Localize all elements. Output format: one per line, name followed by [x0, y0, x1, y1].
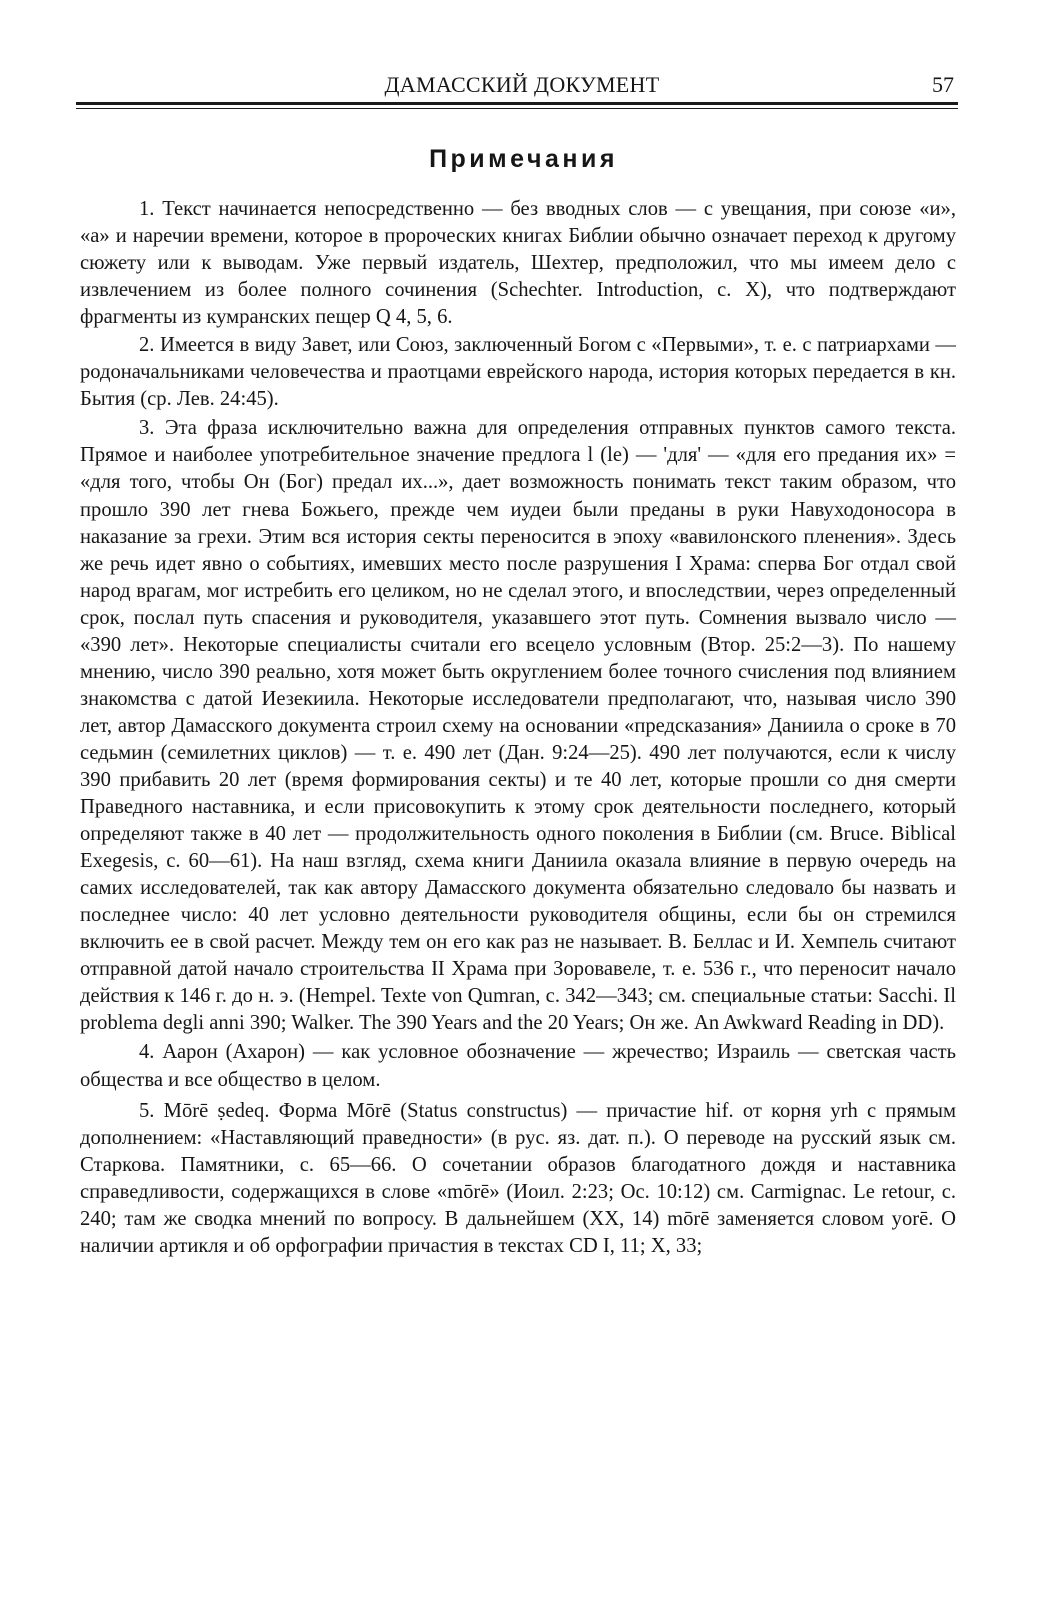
header-rule-thick	[76, 102, 958, 105]
note-1: 1. Текст начинается непосредственно — без вводных слов — с увещания, при союзе «и», «а» и наречии времени, которое в пророческих книгах Библии обычно означает переход к другому сюжету или к выводам. Уже первый издатель, Шехтер, предположил, что мы имеем дело с извлечением из более полного сочинения (Schechter. Introduction, с. X), что подтверждают фрагменты из кумранских пещер Q 4, 5, 6.	[80, 198, 956, 329]
header-rule-thin	[76, 108, 958, 109]
section-title: Примечания	[429, 145, 618, 173]
note-2: 2. Имеется в виду Завет, или Союз, заключенный Богом с «Первыми», т. е. с патриархами — родоначальниками человечества и праотцами еврейского народа, история которых передается в кн. Бытия (ср. Лев. 24:45).	[80, 334, 956, 411]
note-5: 5. Mōrē ṣedeq. Форма Mōrē (Status constructus) — причастие hif. от корня yrh с прямым дополнением: «Наставляющий праведности» (в рус. яз. дат. п.). О переводе на русский язык см. Старкова. Памятники, с. 65—66. О сочетании образов благодатного дождя и наставника справедливости, содержащихся в слове «mōrē» (Иоил. 2:23; Ос. 10:12) см. Carmignac. Le retour, с. 240; там же сводка мнений по вопросу. В дальнейшем (XX, 14) mōrē заменяется словом yorē. О наличии артикля и об орфографии причастия в текстах CD I, 11; X, 33;	[80, 1099, 956, 1257]
note-4: 4. Аарон (Ахарон) — как условное обозначение — жречество; Израиль — светская часть общества и все общество в целом.	[80, 1041, 956, 1091]
notes-body	[80, 196, 956, 1260]
page-number: 57	[932, 72, 954, 97]
running-head	[88, 72, 956, 100]
running-head-title: ДАМАССКИЙ ДОКУМЕНТ	[384, 72, 660, 97]
note-3: 3. Эта фраза исключительно важна для определения отправных пунктов самого текста. Прямое и наиболее употребительное значение предлога l (le) — 'для' — «для его предания их» = «для того, чтобы Он (Бог) предал их...», дает возможность понимать текст таким образом, что прошло 390 лет гнева Божьего, прежде чем иудеи были преданы в руки Навуходоносора в наказание за грехи. Этим вся история секты переносится в эпоху «вавилонского пленения». Здесь же речь идет явно о событиях, имевших место после разрушения I Храма: сперва Бог отдал свой народ врагам, мог истребить его целиком, но не сделал этого, и впоследствии, через определенный срок, послал путь спасения и руководителя, указавшего этот путь. Сомнения вызвало число — «390 лет». Некоторые специалисты считали его всецело условным (Втор. 25:2—3). По нашему мнению, число 390 реально, хотя может быть округлением более точного счисления под влиянием знакомства с датой Иезекиила. Некоторые исследователи предполагают, что, называя число 390 лет, автор Дамасского документа строил схему на основании «предсказания» Даниила о сроке в 70 седьмин (семилетних циклов) — т. е. 490 лет (Дан. 9:24—25). 490 лет получаются, если к числу 390 прибавить 20 лет (время формирования секты) и те 40 лет, которые прошли со дня смерти Праведного наставника, и если присовокупить к этому срок деятельности последнего, который определяют также в 40 лет — продолжительность одного поколения в Библии (см. Bruce. Biblical Exegesis, с. 60—61). На наш взгляд, схема книги Даниила оказала влияние в первую очередь на самих исследователей, так как автору Дамасского документа обязательно следовало бы назвать и последнее число: 40 лет условно деятельности руководителя общины, если бы он стремился включить ее в свой расчет. Между тем он его как раз не называет. В. Беллас и И. Хемпель считают отправной датой начало строительства II Храма при Зоровавеле, т. е. 536 г., что переносит начало действия к 146 г. до н. э. (Hempel. Texte von Qumran, с. 342—343; см. специальные статьи: Sacchi. Il problema degli anni 390; Walker. The 390 Years and the 20 Years; Он же. An Awkward Reading in DD).	[80, 417, 956, 1035]
